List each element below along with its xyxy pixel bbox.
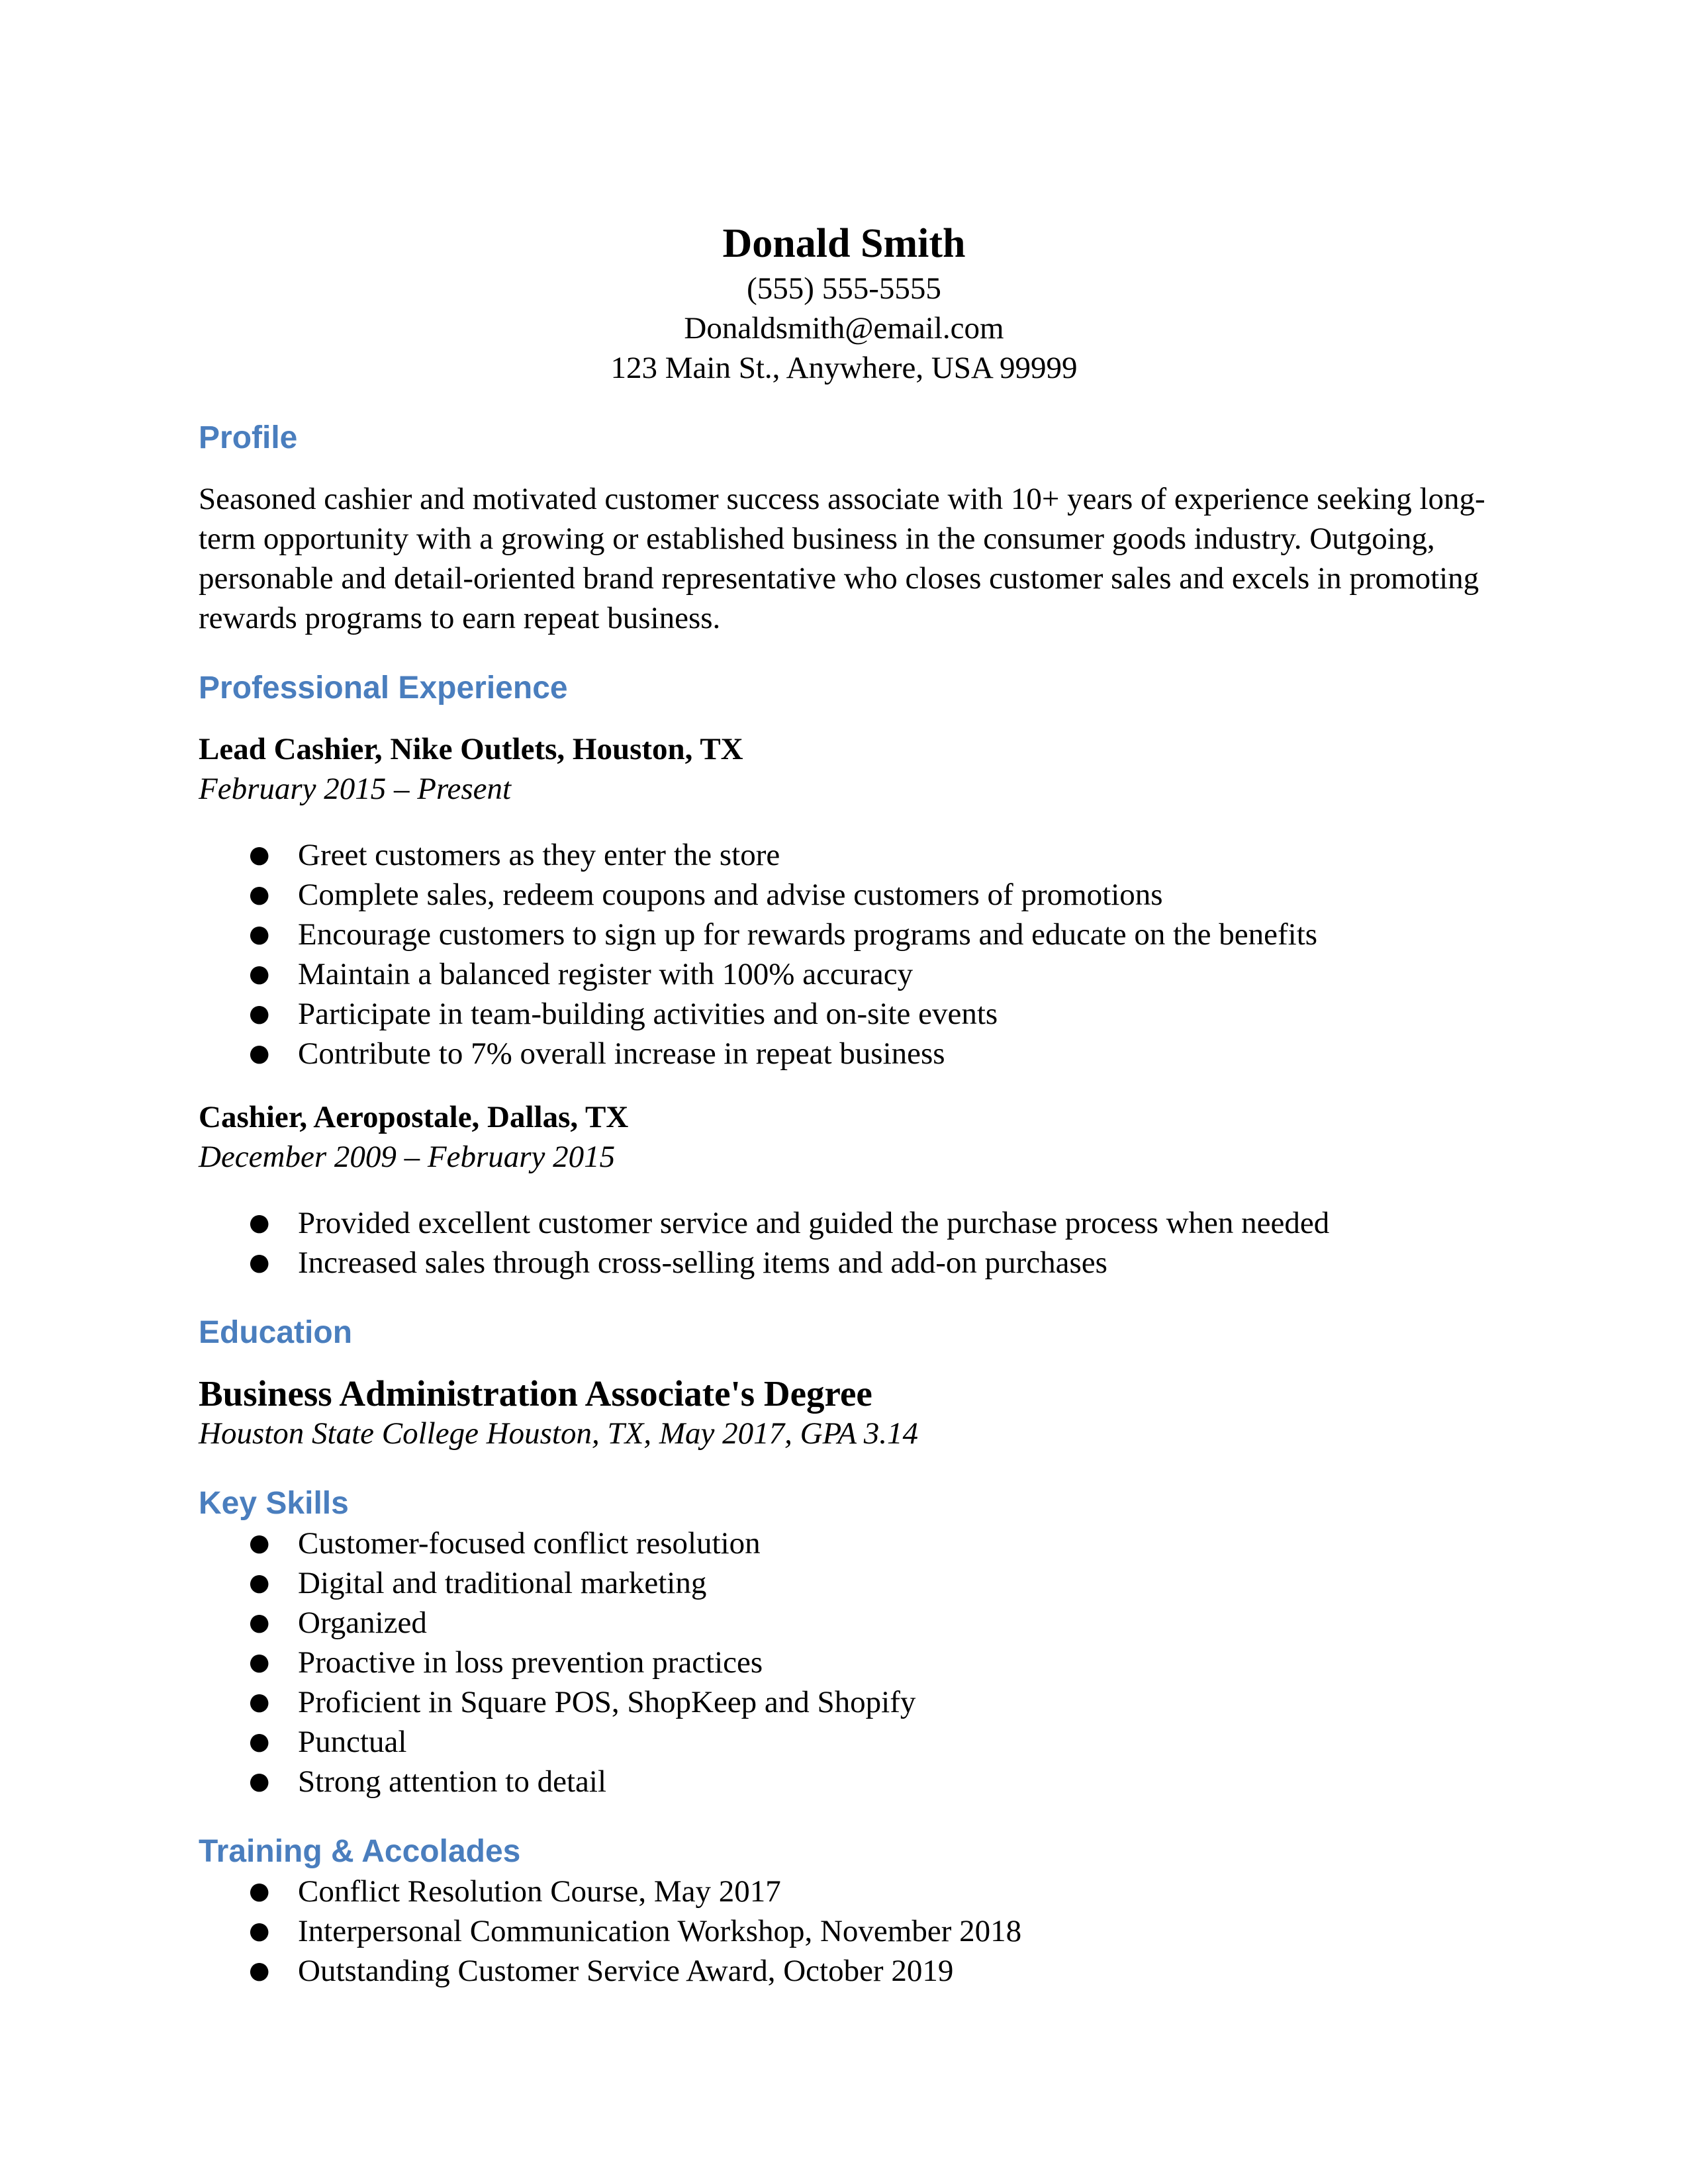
profile-heading: Profile	[199, 420, 298, 455]
job-title: Cashier, Aeropostale, Dallas, TX	[199, 1100, 629, 1134]
experience-heading: Professional Experience	[199, 670, 568, 705]
list-item: ● Provided excellent customer service and guided the purchase process when needed	[199, 1203, 1489, 1243]
section-experience	[199, 668, 1489, 1283]
list-item: ● Proactive in loss prevention practices	[199, 1643, 1489, 1682]
education-details: Houston State College Houston, TX, May 2017, GPA 3.14	[199, 1416, 919, 1451]
job-title: Lead Cashier, Nike Outlets, Houston, TX	[199, 732, 743, 766]
contact-email: Donaldsmith@email.com	[684, 311, 1004, 345]
section-education	[199, 1313, 1489, 1453]
job-duties-list	[199, 835, 1489, 1073]
list-item: ● Organized	[199, 1603, 1489, 1643]
list-item: ● Interpersonal Communication Workshop, November 2018	[199, 1911, 1489, 1951]
list-item: ● Encourage customers to sign up for rewards programs and educate on the benefits	[199, 915, 1489, 954]
key-skills-heading: Key Skills	[199, 1486, 349, 1521]
education-degree: Business Administration Associate's Degree	[199, 1373, 872, 1414]
resume-header	[199, 218, 1489, 388]
training-list	[199, 1872, 1489, 1991]
list-item: ● Contribute to 7% overall increase in repeat business	[199, 1034, 1489, 1073]
education-heading: Education	[199, 1315, 353, 1350]
section-profile	[199, 418, 1489, 638]
person-name: Donald Smith	[722, 221, 966, 266]
list-item: ● Maintain a balanced register with 100% accuracy	[199, 954, 1489, 994]
training-heading: Training & Accolades	[199, 1834, 521, 1869]
job-entry	[199, 1097, 1489, 1283]
list-item: ● Customer-focused conflict resolution	[199, 1524, 1489, 1563]
list-item: ● Digital and traditional marketing	[199, 1563, 1489, 1603]
contact-block	[199, 269, 1489, 388]
list-item: ● Outstanding Customer Service Award, October 2019	[199, 1951, 1489, 1991]
section-training	[199, 1832, 1489, 1991]
list-item: ● Proficient in Square POS, ShopKeep and Shopify	[199, 1682, 1489, 1722]
contact-phone: (555) 555-5555	[747, 271, 941, 306]
list-item: ● Punctual	[199, 1722, 1489, 1762]
skills-list	[199, 1524, 1489, 1801]
job-dates: December 2009 – February 2015	[199, 1140, 616, 1174]
profile-summary: Seasoned cashier and motivated customer success associate with 10+ years of experience seeking long-term opportunity with a growing or established business in the consumer goods industry. Outgoing, personable and detail-oriented brand representative who closes customer sales and excels in promoting rewards programs to earn repeat business.	[199, 482, 1485, 635]
list-item: ● Complete sales, redeem coupons and advise customers of promotions	[199, 875, 1489, 915]
job-entry	[199, 729, 1489, 1073]
list-item: ● Greet customers as they enter the store	[199, 835, 1489, 875]
list-item: ● Strong attention to detail	[199, 1762, 1489, 1801]
list-item: ● Conflict Resolution Course, May 2017	[199, 1872, 1489, 1911]
contact-address: 123 Main St., Anywhere, USA 99999	[610, 351, 1078, 385]
section-key-skills	[199, 1484, 1489, 1801]
job-dates: February 2015 – Present	[199, 772, 512, 806]
list-item: ● Participate in team-building activities and on-site events	[199, 994, 1489, 1034]
list-item: ● Increased sales through cross-selling items and add-on purchases	[199, 1243, 1489, 1283]
job-duties-list	[199, 1203, 1489, 1283]
